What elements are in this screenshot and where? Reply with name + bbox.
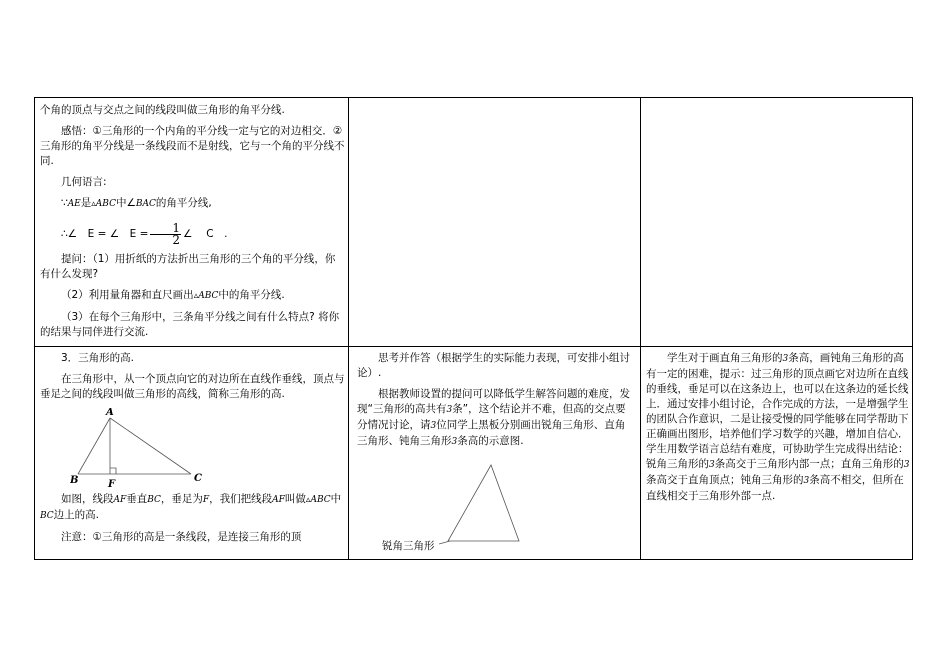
side-ab bbox=[78, 418, 110, 474]
formula-right: ∠ C . bbox=[183, 228, 228, 240]
cell-triangle-height bbox=[40, 351, 345, 545]
angle-bac: BAC bbox=[135, 199, 156, 209]
text-line: 个角的顶点与交点之间的线段叫做三角形的角平分线. bbox=[40, 104, 285, 116]
formula bbox=[40, 222, 345, 246]
zhuyi-paragraph: 注意：①三角形的高是一条线段，是连接三角形的顶 bbox=[61, 531, 302, 543]
cell-angle-bisector bbox=[40, 103, 345, 340]
ganwu-paragraph: 感悟：①三角形的一个内角的平分线一定与它的对边相交．②三角形的角平分线是一条线段而不是射线，它与一个角的平分线不同. bbox=[40, 125, 345, 167]
label-b: B bbox=[70, 475, 79, 486]
cell-student-notes bbox=[646, 351, 910, 504]
height-definition: 在三角形中，从一个顶点向它的对边所在直线作垂线，顶点与垂足之间的线段叫做三角形的高线，简称三角形的高. bbox=[40, 373, 345, 400]
label-a: A bbox=[106, 408, 114, 418]
jihe-title: 几何语言: bbox=[61, 176, 107, 188]
triangle-abc: ▵ABC bbox=[305, 495, 331, 505]
triangle-abc: ▵ABC bbox=[91, 199, 116, 209]
student-notes-paragraph: 学生对于画直角三角形的3条高，画钝角三角形的高有一定的困难，提示：过三角形的顶点画它对边所在直线的垂线，垂足可以在这条边上，也可以在这条边的延长线上．通过安排小组讨论，合作完成的方法，一是增强学生的团队合作意识，二是让接受慢的同学能够在同学帮助下正确画出图形，培养他们学习数学的兴趣，增加自信心．学生用数学语言总结有难度，可协助学生完成得出结论：锐角三角形的3条高交于三角形内部一点；直角三角形的3条高交于直角顶点；钝角三角形的3条高不相交，但所在直线相交于三角形外部一点. bbox=[646, 352, 910, 502]
thinking-paragraph: 思考并作答（根据学生的实际能力表现，可安排小组讨论）. bbox=[357, 352, 630, 379]
fraction-half: $\frac{1}{2}$ bbox=[150, 223, 181, 246]
acute-triangle-label: 锐角三角形 bbox=[382, 540, 435, 552]
label-f: F bbox=[108, 479, 116, 490]
column-divider-2 bbox=[640, 98, 641, 559]
column-divider-1 bbox=[348, 98, 349, 559]
section-title: 3．三角形的高. bbox=[61, 352, 135, 364]
cell-thinking bbox=[357, 351, 635, 450]
text-end: 的角平分线, bbox=[155, 197, 212, 209]
label-c: C bbox=[194, 473, 202, 484]
tiwen-1: 提问：（1）用折纸的方法折出三角形的三个角的平分线，你有什么发现? bbox=[40, 253, 336, 280]
row-divider bbox=[35, 346, 912, 347]
discussion-paragraph: 根据教师设置的提问可以降低学生解答问题的难度，发现“三角形的高共有3条”，这个结论并不难，但高的交点要分情况讨论，请3位同学上黑板分别画出锐角三角形、直角三角形、钝角三角形3条高的示意图. bbox=[357, 388, 630, 447]
triangle-abc: ▵ABC bbox=[193, 291, 219, 301]
right-triangle-figure bbox=[70, 408, 210, 490]
right-angle-mark bbox=[110, 468, 116, 474]
segment-ae: AE bbox=[67, 199, 81, 209]
text-mid: 中∠ bbox=[115, 197, 136, 209]
tiwen-3: （3）在每个三角形中，三条角平分线之间有什么特点? 将你的结果与同伴进行交流. bbox=[40, 311, 340, 338]
tiwen-2: （2）利用量角器和直尺画出▵ABC中的角平分线. bbox=[61, 289, 285, 301]
side-ac bbox=[110, 418, 191, 474]
because-symbol: ∵ bbox=[61, 197, 68, 209]
figure-description: 如图，线段AF垂直BC，垂足为F，我们把线段AF叫做▵ABC中BC边上的高. bbox=[40, 493, 342, 521]
jihe-statement bbox=[40, 196, 345, 212]
text-is: 是 bbox=[80, 197, 92, 209]
label-pointer bbox=[439, 541, 450, 544]
formula-left: ∴∠ E = ∠ E = bbox=[61, 228, 149, 240]
lesson-table bbox=[34, 97, 913, 560]
acute-triangle bbox=[448, 465, 519, 541]
